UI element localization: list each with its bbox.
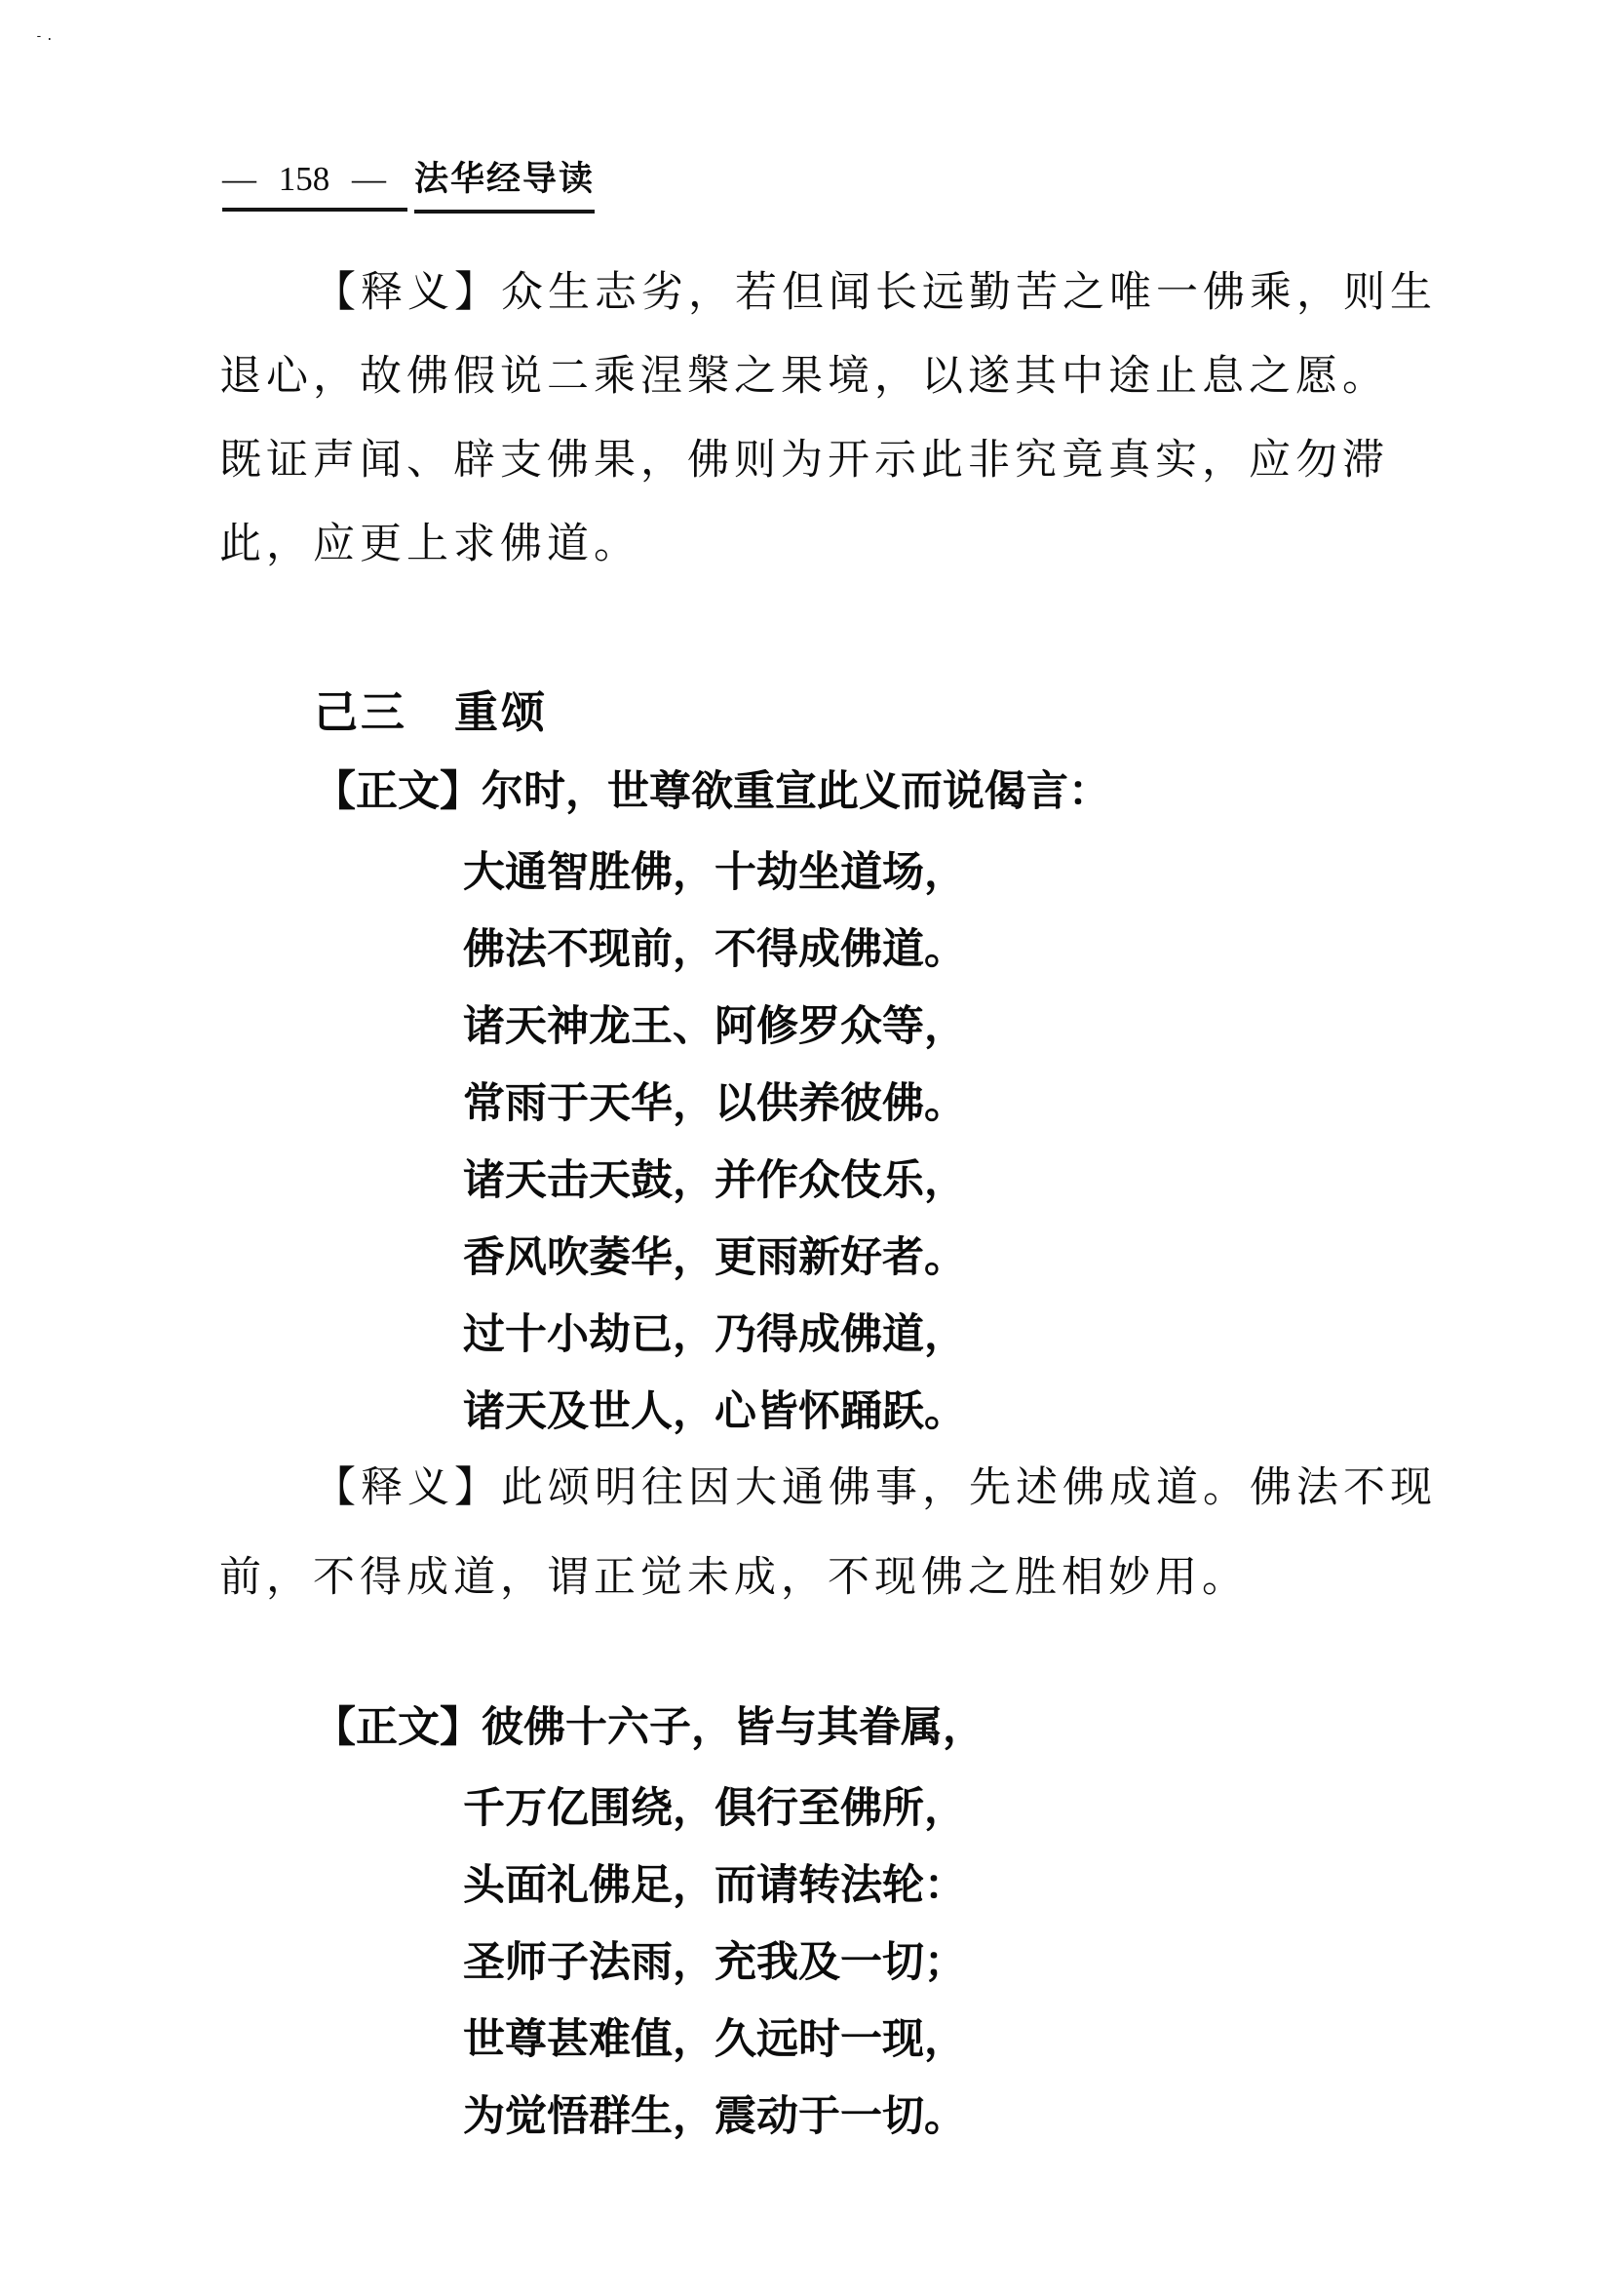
scan-artifact-mark: -. [35, 29, 57, 44]
paragraph-line: 前，不得成道，谓正觉未成，不现佛之胜相妙用。 [219, 1555, 1249, 1601]
scripture-intro-2: 【正文】彼佛十六子，皆与其眷属， [314, 1704, 985, 1751]
commentary-paragraph-1 [219, 252, 1449, 587]
paragraph-line: 退心，故佛假说二乘涅槃之果境，以遂其中途止息之愿。 [219, 354, 1389, 400]
verse-line: 世尊甚难值，久远时一现， [463, 2016, 966, 2063]
verse-line: 香风吹萎华，更雨新好者。 [463, 1234, 966, 1281]
verse-block-1 [463, 835, 966, 1451]
verse-line: 常雨于天华，以供养彼佛。 [463, 1080, 966, 1127]
verse-line: 千万亿围绕，俱行至佛所， [463, 1785, 966, 1832]
verse-line: 诸天击天鼓，并作众伎乐， [463, 1157, 966, 1204]
verse-block-2 [463, 1771, 966, 2156]
paragraph-line: 【释义】众生志劣，若但闻长远勤苦之唯一佛乘，则生 [314, 270, 1437, 316]
verse-line: 圣师子法雨，充我及一切； [463, 1939, 966, 1986]
page-header [222, 152, 595, 214]
verse-line: 诸天及世人，心皆怀踊跃。 [463, 1388, 966, 1435]
commentary-paragraph-2 [219, 1444, 1449, 1623]
verse-line: 佛法不现前，不得成佛道。 [463, 926, 966, 973]
verse-line: 过十小劫已，乃得成佛道， [463, 1311, 966, 1358]
verse-line: 头面礼佛足，而请转法轮： [463, 1862, 966, 1909]
paragraph-line: 既证声闻、辟支佛果，佛则为开示此非究竟真实，应勿滞 [219, 438, 1389, 484]
paragraph-line: 此，应更上求佛道。 [219, 522, 640, 567]
paragraph-line: 【释义】此颂明往因大通佛事，先述佛成道。佛法不现 [314, 1465, 1437, 1511]
page-number: — 158 — [222, 160, 407, 212]
scripture-intro-1: 【正文】尔时，世尊欲重宣此义而说偈言： [314, 768, 1110, 815]
book-title: 法华经导读 [414, 152, 595, 214]
verse-line: 大通智胜佛，十劫坐道场， [463, 849, 966, 896]
verse-line: 诸天神龙王、阿修罗众等， [463, 1003, 966, 1050]
section-heading: 己三 重颂 [314, 687, 549, 737]
verse-line: 为觉悟群生，震动于一切。 [463, 2093, 966, 2140]
